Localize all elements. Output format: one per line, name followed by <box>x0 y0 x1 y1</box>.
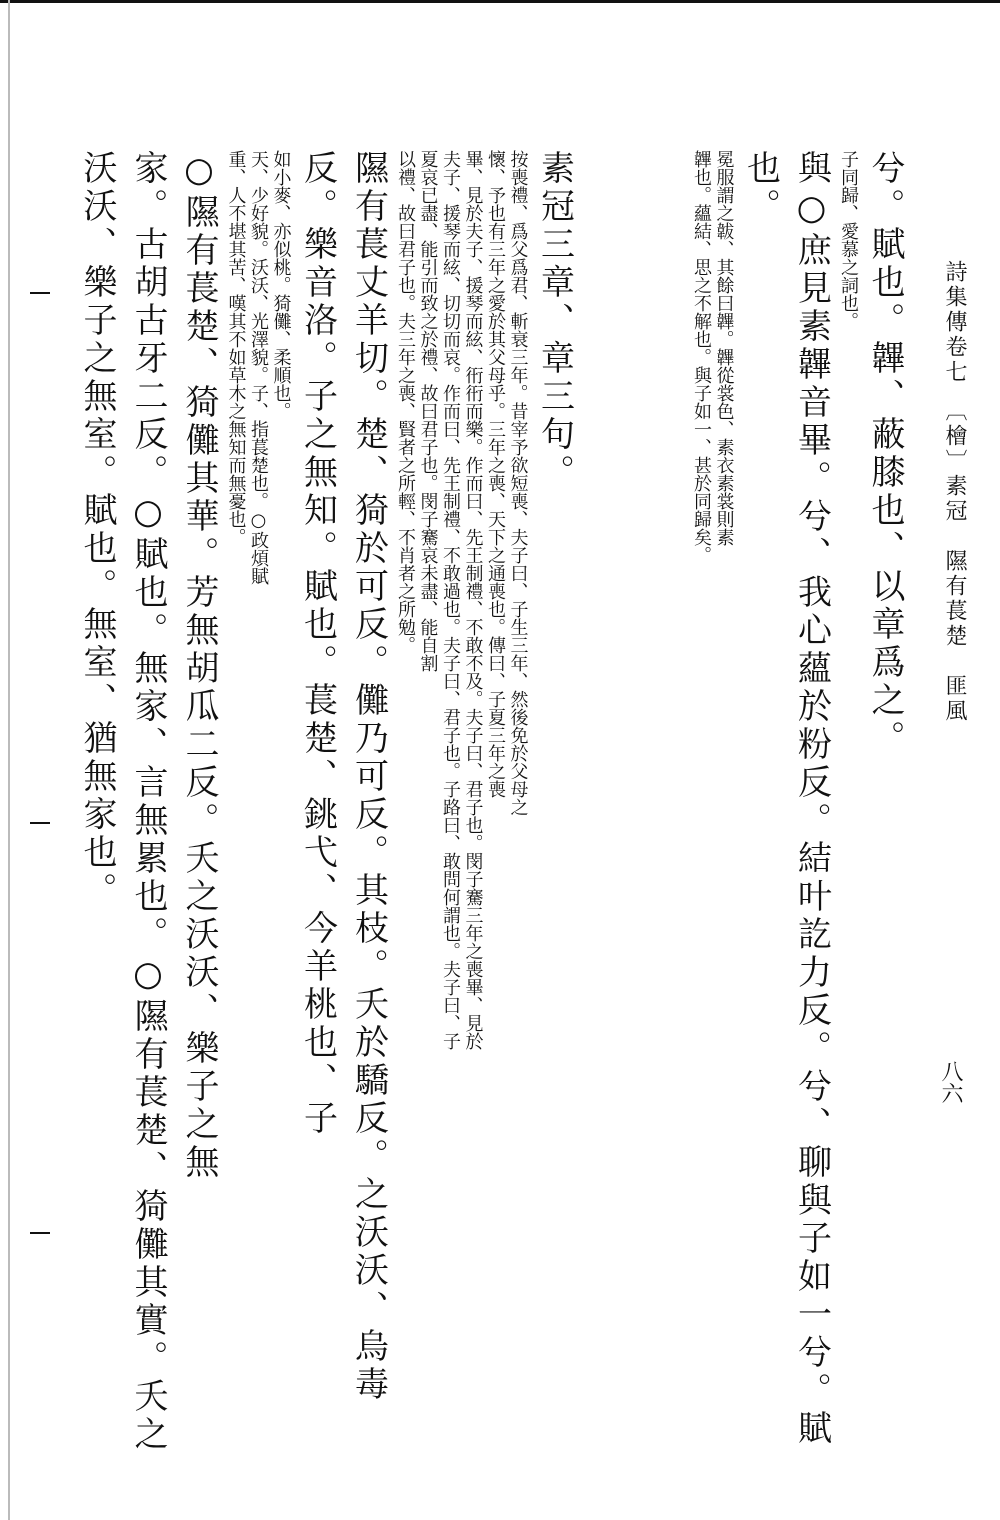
commentary-column: 夫子、援琴而絃、切切而哀。作而曰、先王制禮、不敢過也。夫子曰、君子也。子路曰、敢問何謂也。夫子曰、子 <box>440 150 461 1050</box>
verse-column: 兮。賦也。韠、蔽膝也、以章爲之。 <box>865 150 905 758</box>
margin-mark <box>30 292 50 294</box>
commentary-column: 韠也。蘊結、思之不解也。與子如一、甚於同歸矣。 <box>691 150 712 564</box>
commentary-column: 子同歸、愛慕之詞也。 <box>838 150 859 330</box>
page-number: 八六 <box>938 1060 963 1104</box>
verse-column: 與○庶見素韠音畢。兮、我心蘊於粉反。結叶訖力反。兮、聊與子如一兮。賦也。 <box>740 150 832 1448</box>
top-rule <box>0 0 1000 13</box>
margin-mark <box>30 1232 50 1234</box>
commentary-column: 天、少好貌。沃沃、光澤貌。子、指萇楚也。○政煩賦 <box>248 150 269 585</box>
binding-edge <box>8 0 10 1520</box>
margin-mark <box>30 822 50 824</box>
verse-column: 家。古胡古牙二反。○賦也。無家、言無累也。○隰有萇楚、猗儺其實。夭之沃沃、樂子之無室。賦也。無室、猶無家也。 <box>77 150 168 1454</box>
commentary-column: 冕服謂之韍、其餘曰韠。韠從裳色、素衣素裳則素 <box>713 150 735 546</box>
verse-column: ○隰有萇楚、猗儺其華。芳無胡瓜二反。夭之沃沃、樂子之無 <box>179 150 219 1182</box>
commentary-column: 如小麥、亦似桃。猗儺、柔順也。 <box>270 150 292 420</box>
commentary-column: 以禮、故曰君子也。夫三年之喪、賢者之所輕、不肖者之所勉。 <box>395 150 416 654</box>
commentary-column: 按喪禮、爲父爲君、斬衰三年。昔宰予欲短喪、夫子曰、子生三年、然後免於父母之 <box>507 150 529 816</box>
running-head: 詩集傳卷七 〔檜〕素冠 隰有萇楚 匪風 <box>942 260 967 724</box>
commentary-column: 懷、予也有三年之愛於其父母乎。三年之喪、天下之通喪也。傳曰、子夏三年之喪 <box>485 150 506 798</box>
commentary-column: 重、人不堪其苦、嘆其不如草木之無知而無憂也。 <box>225 150 247 546</box>
verse-column: 隰有萇丈羊切。楚、猗於可反。儺乃可反。其枝。夭於驕反。之沃沃、烏毒反。樂音洛。子之無知。賦也。萇楚、銚弋、今羊桃也、子 <box>297 150 389 1404</box>
commentary-column: 夏哀已盡、能引而致之於禮、故曰君子也。閔子騫哀未盡、能自割 <box>417 150 439 672</box>
commentary-column: 畢、見於夫子、援琴而絃、衎衎而樂。作而曰、先王制禮、不敢不及。夫子曰、君子也。閔子騫三年之喪畢、見於 <box>462 150 484 1050</box>
section-title: 素冠三章、章三句。 <box>534 150 575 492</box>
vertical-text-body <box>77 150 910 1470</box>
